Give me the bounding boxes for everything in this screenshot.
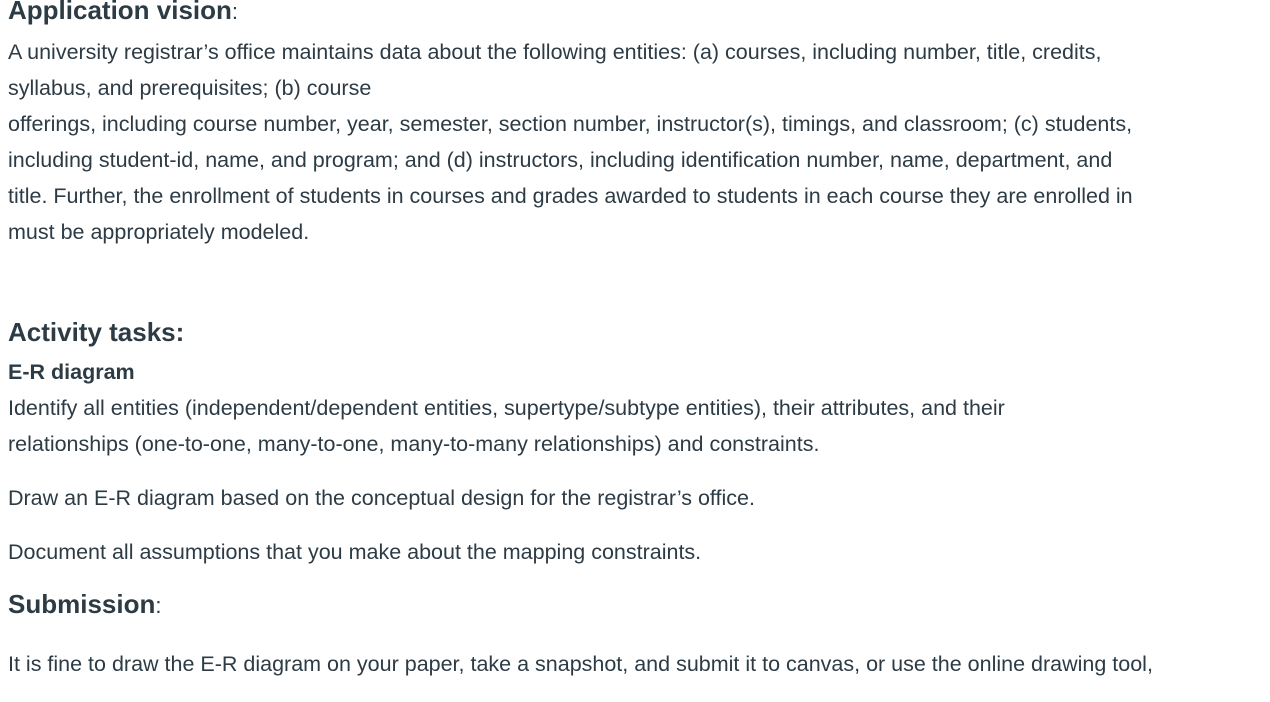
application-vision-text xyxy=(8,34,1268,250)
assignment-page xyxy=(8,0,1268,682)
spacer xyxy=(8,250,1268,310)
heading-colon: : xyxy=(231,0,239,24)
vision-line-4: including student-id, name, and program; and (d) instructors, including identification number, name, department, and xyxy=(8,148,1113,172)
submission-line-1: It is fine to draw the E-R diagram on your paper, take a snapshot, and submit it to canvas, or use the online drawing tool, xyxy=(8,652,1153,676)
submission-heading xyxy=(8,582,1268,628)
vision-line-2: syllabus, and prerequisites; (b) course xyxy=(8,76,372,100)
document-assumptions-text: Document all assumptions that you make about the mapping constraints. xyxy=(8,540,702,564)
vision-line-1: A university registrar’s office maintains data about the following entities: (a) courses, including number, title, credits, xyxy=(8,40,1102,64)
vision-line-3: offerings, including course number, year, semester, section number, instructor(s), timings, and classroom; (c) students, xyxy=(8,112,1133,136)
identify-entities-text xyxy=(8,390,1268,462)
identify-line-2: relationships (one-to-one, many-to-one, many-to-many relationships) and constraints. xyxy=(8,432,820,456)
draw-er-text: Draw an E-R diagram based on the conceptual design for the registrar’s office. xyxy=(8,486,755,510)
identify-line-1: Identify all entities (independent/dependent entities, supertype/subtype entities), their attributes, and their xyxy=(8,396,1005,420)
activity-tasks-heading: Activity tasks: xyxy=(8,317,185,347)
er-diagram-subheading: E-R diagram xyxy=(8,360,135,384)
submission-title: Submission xyxy=(8,589,156,619)
submission-text xyxy=(8,646,1268,682)
application-vision-title: Application vision xyxy=(8,0,232,25)
vision-line-6: must be appropriately modeled. xyxy=(8,220,310,244)
vision-line-5: title. Further, the enrollment of students in courses and grades awarded to students in each course they are enrolled in xyxy=(8,184,1133,208)
heading-colon: : xyxy=(155,593,162,618)
application-vision-heading xyxy=(8,0,1268,34)
